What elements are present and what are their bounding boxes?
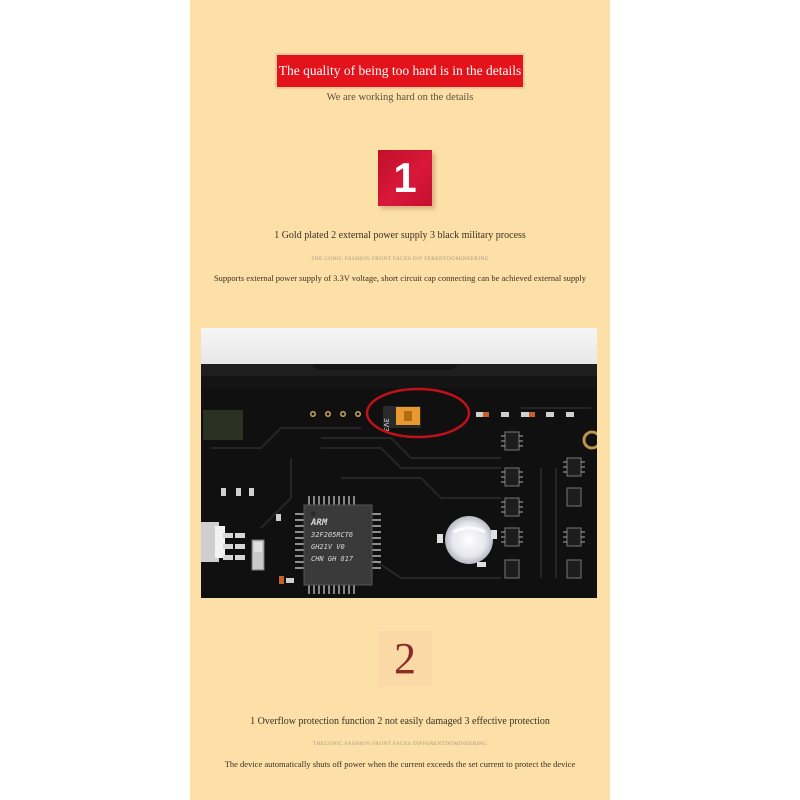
chip-model-label: 32F205RCT6 [311,531,354,539]
jumper-label: 3V3 [382,418,390,432]
section-description: Supports external power supply of 3.3V voltage, short circuit cap connecting can be achieved external supply [213,273,587,283]
section-number-badge: 1 [378,150,432,206]
product-photo [201,328,597,598]
section-description: The device automatically shuts off power when the current exceeds the set current to protect the device [224,759,576,769]
header-banner [277,55,523,87]
section-tagline: THE CONIC FASHION FRONT FACES DIF FERENTDOMINEERING [311,256,489,262]
chip-code-label: GH21V V0 [311,543,345,551]
circuit-board-photo [201,328,597,598]
section-title: 1 Overflow protection function 2 not easily damaged 3 effective protection [250,716,550,727]
section-tagline: THECONIC FASHION FRONT FACES DIFFERENTDOMINEERING [312,741,488,747]
section-title: 1 Gold plated 2 external power supply 3 black military process [274,230,526,241]
section-number-badge: 2 [378,631,432,687]
chip-brand-label: ARM [311,518,328,528]
header-subtitle: We are working hard on the details [326,92,474,103]
chip-code2-label: CHN GH 817 [311,555,354,563]
product-detail-panel [190,0,610,800]
banner-title: The quality of being too hard is in the details [278,63,522,78]
